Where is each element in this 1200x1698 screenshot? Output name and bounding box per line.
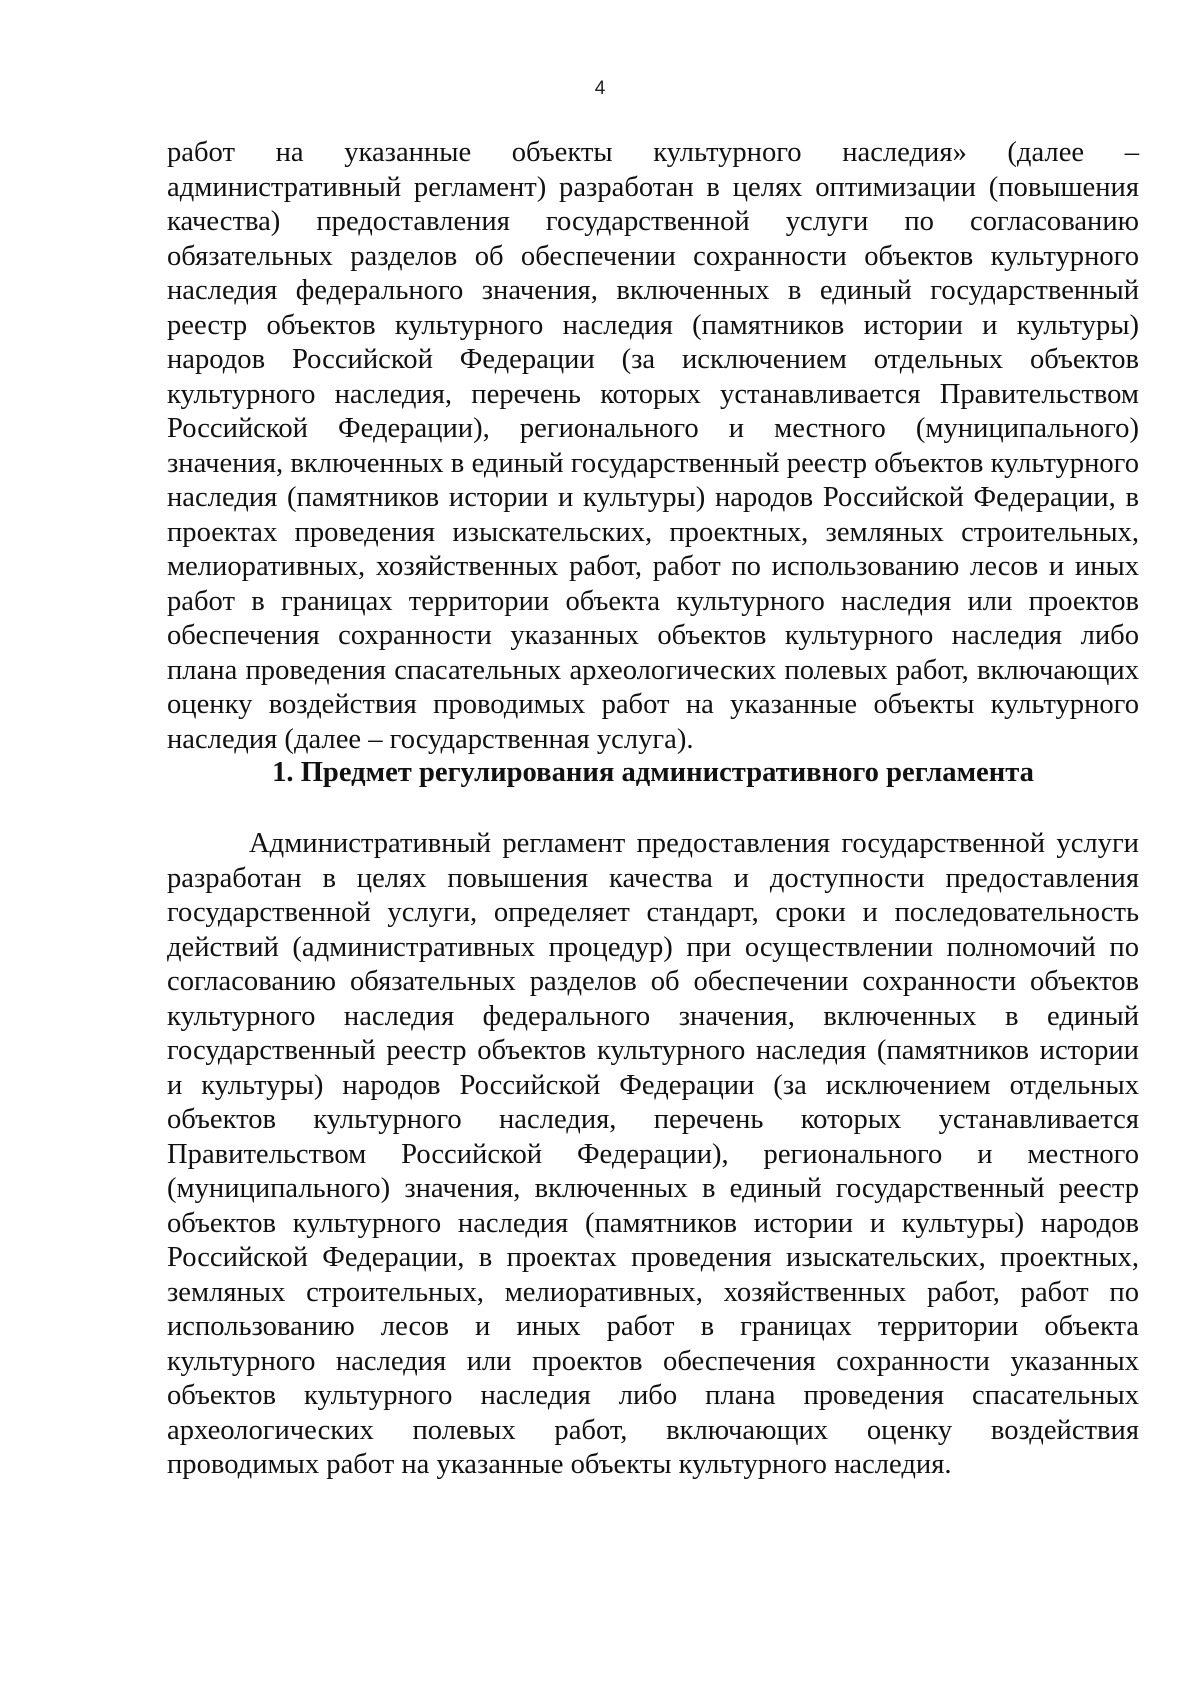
section-heading: 1. Предмет регулирования административного регламента	[272, 757, 1034, 788]
intro-paragraph: работ на указанные объекты культурного наследия» (далее – административный регламент) разработан в целях оптимизации (повышения качества) предоставления государственной услуги по согласованию обязательных разделов об обеспечении сохранности объектов культурного наследия федерального значения, включенных в единый государственный реестр объектов культурного наследия (памятников истории и культуры) народов Российской Федерации (за исключением отдельных объектов культурного наследия, перечень которых устанавливается Правительством Российской Федерации), регионального и местного (муниципального) значения, включенных в единый государственный реестр объектов культурного наследия (памятников истории и культуры) народов Российской Федерации, в проектах проведения изыскательских, проектных, земляных строительных, мелиоративных, хозяйственных работ, работ по использованию лесов и иных работ в границах территории объекта культурного наследия или проектов обеспечения сохранности указанных объектов культурного наследия либо плана проведения спасательных археологических полевых работ, включающих оценку воздействия проводимых работ на указанные объекты культурного наследия (далее – государственная услуга).	[167, 137, 1139, 755]
section-paragraph: Административный регламент предоставления государственной услуги разработан в целях повышения качества и доступности предоставления государственной услуги, определяет стандарт, сроки и последовательность действий (административных процедур) при осуществлении полномочий по согласованию обязательных разделов об обеспечении сохранности объектов культурного наследия федерального значения, включенных в единый государственный реестр объектов культурного наследия (памятников истории и культуры) народов Российской Федерации (за исключением отдельных объектов культурного наследия, перечень которых устанавливается Правительством Российской Федерации), регионального и местного (муниципального) значения, включенных в единый государственный реестр объектов культурного наследия (памятников истории и культуры) народов Российской Федерации, в проектах проведения изыскательских, проектных, земляных строительных, мелиоративных, хозяйственных работ, работ по использованию лесов и иных работ в границах территории объекта культурного наследия или проектов обеспечения сохранности указанных объектов культурного наследия либо плана проведения спасательных археологических полевых работ, включающих оценку воздействия проводимых работ на указанные объекты культурного наследия.	[167, 828, 1139, 1480]
page-number: 4	[594, 78, 606, 99]
